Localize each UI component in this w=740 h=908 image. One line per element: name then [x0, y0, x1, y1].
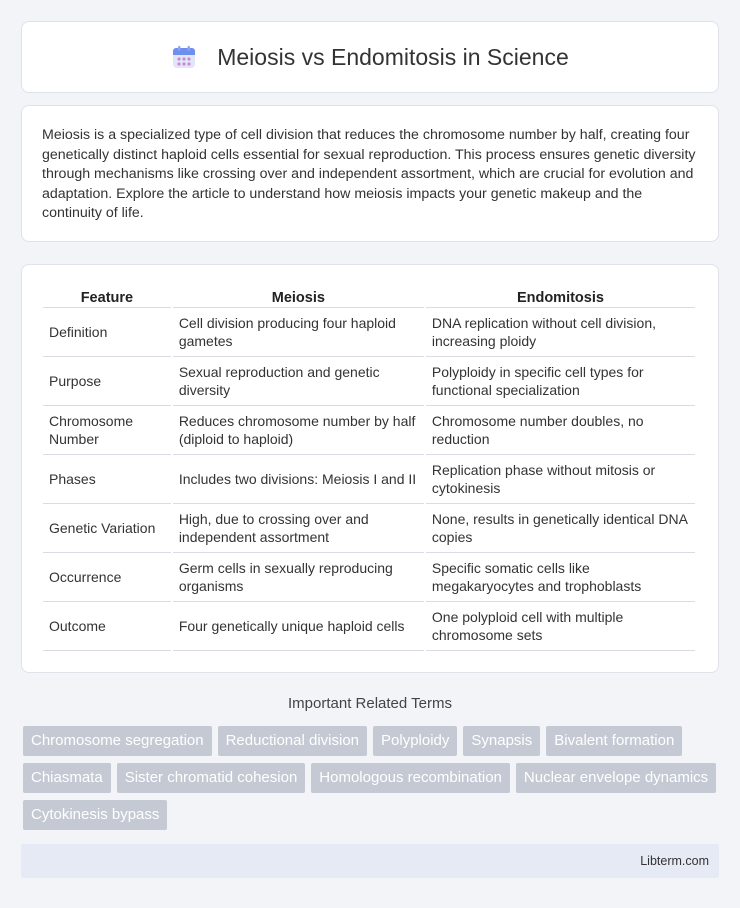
comparison-table	[41, 285, 697, 651]
table-row	[43, 504, 695, 553]
header-card	[21, 21, 719, 93]
feature-cell: Genetic Variation	[43, 504, 171, 553]
meiosis-cell: Reduces chromosome number by half (diploid to haploid)	[173, 406, 424, 455]
header-endomitosis: Endomitosis	[426, 285, 695, 308]
meiosis-cell: Four genetically unique haploid cells	[173, 602, 424, 651]
endomitosis-cell: Chromosome number doubles, no reduction	[426, 406, 695, 455]
comparison-card	[21, 264, 719, 673]
meiosis-cell: Sexual reproduction and genetic diversity	[173, 357, 424, 406]
calendar-icon	[171, 44, 197, 70]
footer-site-link[interactable]: Libterm.com	[640, 854, 709, 868]
endomitosis-cell: None, results in genetically identical DNA copies	[426, 504, 695, 553]
term-tag[interactable]: Chromosome segregation	[23, 726, 212, 756]
endomitosis-cell: One polyploid cell with multiple chromosome sets	[426, 602, 695, 651]
term-tag[interactable]: Cytokinesis bypass	[23, 800, 167, 830]
term-tag[interactable]: Homologous recombination	[311, 763, 510, 793]
related-terms-title: Important Related Terms	[288, 695, 452, 712]
feature-cell: Definition	[43, 308, 171, 357]
endomitosis-cell: DNA replication without cell division, increasing ploidy	[426, 308, 695, 357]
term-tag[interactable]: Synapsis	[463, 726, 540, 756]
header-feature: Feature	[43, 285, 171, 308]
meiosis-cell: Germ cells in sexually reproducing organisms	[173, 553, 424, 602]
page-title: Meiosis vs Endomitosis in Science	[217, 43, 569, 70]
table-header-row	[43, 285, 695, 308]
feature-cell: Phases	[43, 455, 171, 504]
feature-cell: Occurrence	[43, 553, 171, 602]
endomitosis-cell: Polyploidy in specific cell types for functional specialization	[426, 357, 695, 406]
intro-text: Meiosis is a specialized type of cell division that reduces the chromosome number by half, creating four genetically distinct haploid cells essential for sexual reproduction. This process ensures genetic diversity through mechanisms like crossing over and independent assortment, which are crucial for evolution and adaptation. Explore the article to understand how meiosis impacts your genetic makeup and the continuity of life.	[42, 127, 696, 222]
feature-cell: Outcome	[43, 602, 171, 651]
table-row	[43, 357, 695, 406]
table-row	[43, 308, 695, 357]
term-tag[interactable]: Sister chromatid cohesion	[117, 763, 306, 793]
meiosis-cell: Includes two divisions: Meiosis I and II	[173, 455, 424, 504]
related-terms-list	[23, 726, 723, 830]
endomitosis-cell: Specific somatic cells like megakaryocytes and trophoblasts	[426, 553, 695, 602]
term-tag[interactable]: Chiasmata	[23, 763, 111, 793]
term-tag[interactable]: Bivalent formation	[546, 726, 682, 756]
table-row	[43, 455, 695, 504]
intro-card	[21, 105, 719, 242]
term-tag[interactable]: Polyploidy	[373, 726, 457, 756]
table-row	[43, 602, 695, 651]
header-meiosis: Meiosis	[173, 285, 424, 308]
footer	[21, 844, 719, 878]
feature-cell: Purpose	[43, 357, 171, 406]
table-row	[43, 406, 695, 455]
term-tag[interactable]: Reductional division	[218, 726, 367, 756]
table-row	[43, 553, 695, 602]
term-tag[interactable]: Nuclear envelope dynamics	[516, 763, 716, 793]
feature-cell: Chromosome Number	[43, 406, 171, 455]
meiosis-cell: Cell division producing four haploid gametes	[173, 308, 424, 357]
meiosis-cell: High, due to crossing over and independent assortment	[173, 504, 424, 553]
endomitosis-cell: Replication phase without mitosis or cytokinesis	[426, 455, 695, 504]
